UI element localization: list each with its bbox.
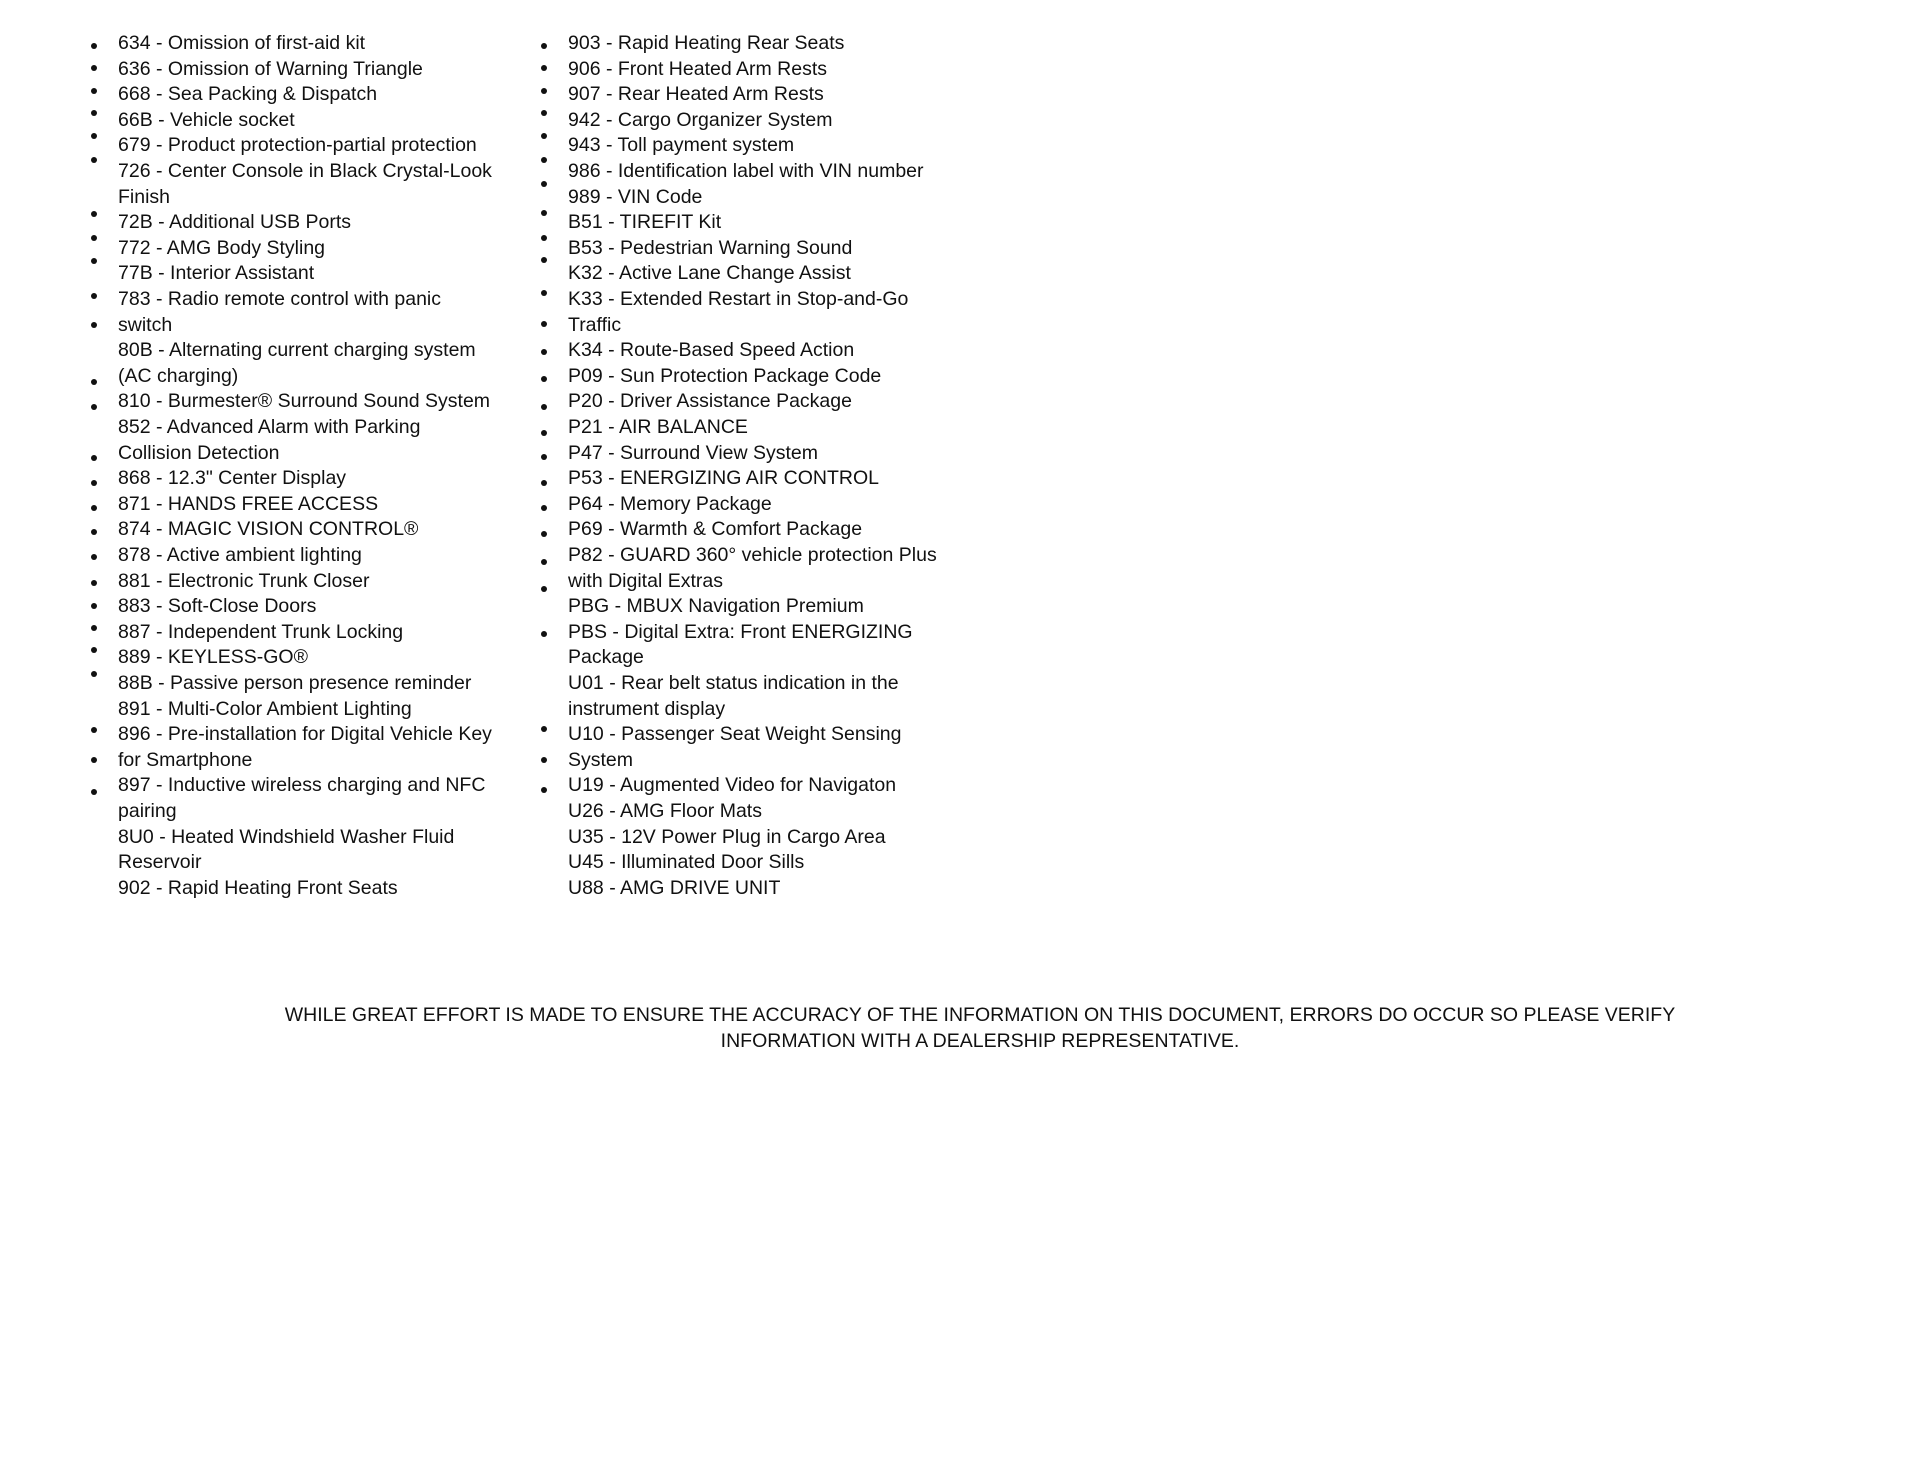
bullet-icon (541, 376, 547, 382)
bullet-icon (91, 258, 97, 264)
option-line: for Smartphone (118, 748, 253, 771)
disclaimer (0, 1002, 1920, 1054)
option-line: U19 - Augmented Video for Navigaton (568, 774, 897, 797)
bullet-icon (91, 157, 97, 163)
option-line: 986 - Identification label with VIN number (568, 160, 924, 182)
bullet-icon (91, 580, 97, 586)
bullet-icon (541, 349, 547, 355)
bullet-icon (541, 321, 547, 327)
option-line: 66B - Vehicle socket (118, 108, 295, 131)
option-line: P20 - Driver Assistance Package (568, 390, 852, 413)
bullet-icon (91, 480, 97, 486)
option-line: P64 - Memory Package (568, 492, 772, 515)
option-line: K32 - Active Lane Change Assist (568, 262, 851, 285)
bullet-icon (541, 726, 547, 732)
option-line: P82 - GUARD 360° vehicle protection Plus (568, 544, 937, 566)
bullet-icon (541, 133, 547, 139)
option-line: U10 - Passenger Seat Weight Sensing (568, 723, 902, 746)
option-line: B51 - TIREFIT Kit (568, 211, 722, 234)
bullet-icon (541, 631, 547, 637)
bullet-icon (541, 181, 547, 187)
option-line: 80B - Alternating current charging system (118, 339, 476, 362)
disclaimer-line-2: INFORMATION WITH A DEALERSHIP REPRESENTATIVE. (720, 1030, 1240, 1052)
option-line: 887 - Independent Trunk Locking (118, 620, 404, 643)
disclaimer-line-1: WHILE GREAT EFFORT IS MADE TO ENSURE THE ACCURACY OF THE INFORMATION ON THIS DOCUMENT, ERRORS DO OCCUR SO PLEASE VERIFY (284, 1004, 1676, 1026)
bullet-icon (91, 554, 97, 560)
bullet-icon (91, 43, 97, 49)
bullet-icon (91, 404, 97, 410)
option-line: 907 - Rear Heated Arm Rests (568, 83, 824, 106)
option-line: 989 - VIN Code (568, 185, 703, 208)
option-line: 726 - Center Console in Black Crystal-Look (118, 160, 492, 182)
option-line: switch (118, 313, 173, 336)
option-line: 883 - Soft-Close Doors (118, 595, 317, 618)
option-line: 896 - Pre-installation for Digital Vehicle Key (118, 723, 492, 746)
option-line: P09 - Sun Protection Package Code (568, 364, 882, 387)
bullet-icon (91, 235, 97, 241)
option-line: Collision Detection (118, 441, 280, 464)
option-line: 810 - Burmester® Surround Sound System (118, 390, 491, 413)
option-line: P47 - Surround View System (568, 441, 819, 464)
bullet-icon (541, 505, 547, 511)
option-line: pairing (118, 800, 177, 822)
option-line: 874 - MAGIC VISION CONTROL® (118, 518, 419, 541)
bullet-icon (541, 586, 547, 592)
bullet-icon (541, 757, 547, 763)
bullet-icon (91, 505, 97, 511)
option-line: K34 - Route-Based Speed Action (568, 339, 855, 362)
option-line: 902 - Rapid Heating Front Seats (118, 876, 398, 899)
bullet-icon (541, 210, 547, 216)
option-line: 891 - Multi-Color Ambient Lighting (118, 697, 412, 720)
bullet-icon (541, 157, 547, 163)
option-line: U01 - Rear belt status indication in the (568, 672, 899, 694)
option-line: 634 - Omission of first-aid kit (118, 32, 366, 54)
bullet-icon (541, 454, 547, 460)
bullet-icon (91, 133, 97, 139)
bullet-icon (91, 455, 97, 461)
option-line: 668 - Sea Packing & Dispatch (118, 83, 378, 106)
option-line: Traffic (568, 313, 622, 336)
bullet-icon (91, 88, 97, 94)
option-line: 943 - Toll payment system (568, 134, 795, 157)
option-line: 881 - Electronic Trunk Closer (118, 569, 370, 592)
bullet-icon (91, 603, 97, 609)
bullet-icon (541, 43, 547, 49)
bullet-icon (541, 404, 547, 410)
option-line: 889 - KEYLESS-GO® (118, 646, 308, 669)
option-line: Reservoir (118, 851, 202, 874)
option-line: PBG - MBUX Navigation Premium (568, 595, 864, 618)
option-line: 679 - Product protection-partial protection (118, 134, 477, 157)
bullet-icon (541, 480, 547, 486)
option-line: U35 - 12V Power Plug in Cargo Area (568, 825, 886, 848)
option-line: 906 - Front Heated Arm Rests (568, 57, 828, 80)
option-line: 88B - Passive person presence reminder (118, 672, 472, 694)
option-line: 878 - Active ambient lighting (118, 544, 362, 566)
option-line: 636 - Omission of Warning Triangle (118, 57, 423, 80)
option-line: 903 - Rapid Heating Rear Seats (568, 32, 845, 54)
option-line: U26 - AMG Floor Mats (568, 800, 762, 822)
bullet-icon (91, 322, 97, 328)
option-line: 72B - Additional USB Ports (118, 211, 352, 234)
bullet-icon (541, 559, 547, 565)
option-line: 783 - Radio remote control with panic (118, 288, 441, 310)
bullet-icon (91, 671, 97, 677)
bullet-icon (541, 787, 547, 793)
bullet-icon (91, 379, 97, 385)
option-line: instrument display (568, 697, 726, 720)
option-line: P69 - Warmth & Comfort Package (568, 518, 863, 541)
bullet-icon (541, 531, 547, 537)
bullet-icon (541, 65, 547, 71)
bullet-icon (541, 88, 547, 94)
bullet-icon (541, 290, 547, 296)
option-line: Finish (118, 185, 171, 208)
bullet-icon (91, 727, 97, 733)
bullet-icon (91, 110, 97, 116)
option-line: P21 - AIR BALANCE (568, 416, 748, 438)
bullet-icon (91, 65, 97, 71)
bullet-icon (91, 757, 97, 763)
option-line: Package (568, 646, 644, 669)
bullet-icon (91, 293, 97, 299)
option-line: 852 - Advanced Alarm with Parking (118, 416, 421, 438)
option-line: 8U0 - Heated Windshield Washer Fluid (118, 825, 455, 848)
option-line: K33 - Extended Restart in Stop-and-Go (568, 288, 909, 310)
option-line: 871 - HANDS FREE ACCESS (118, 492, 379, 515)
bullet-icon (541, 110, 547, 116)
bullet-icon (91, 211, 97, 217)
bullet-icon (91, 529, 97, 535)
option-line: U45 - Illuminated Door Sills (568, 851, 805, 874)
option-line: System (568, 748, 634, 771)
option-line: 77B - Interior Assistant (118, 262, 315, 285)
bullet-icon (541, 257, 547, 263)
option-line: B53 - Pedestrian Warning Sound (568, 236, 853, 259)
option-line: U88 - AMG DRIVE UNIT (568, 876, 781, 899)
option-line: 772 - AMG Body Styling (118, 236, 326, 259)
option-line: (AC charging) (118, 364, 239, 387)
option-line: 897 - Inductive wireless charging and NFC (118, 774, 486, 797)
option-line: PBS - Digital Extra: Front ENERGIZING (568, 620, 913, 643)
bullet-icon (541, 430, 547, 436)
option-line: 868 - 12.3" Center Display (118, 467, 347, 490)
option-line: with Digital Extras (568, 569, 723, 592)
option-line: 942 - Cargo Organizer System (568, 108, 833, 131)
bullet-icon (91, 625, 97, 631)
bullet-icon (91, 789, 97, 795)
option-line: P53 - ENERGIZING AIR CONTROL (568, 467, 879, 490)
bullet-icon (541, 235, 547, 241)
bullet-icon (91, 647, 97, 653)
